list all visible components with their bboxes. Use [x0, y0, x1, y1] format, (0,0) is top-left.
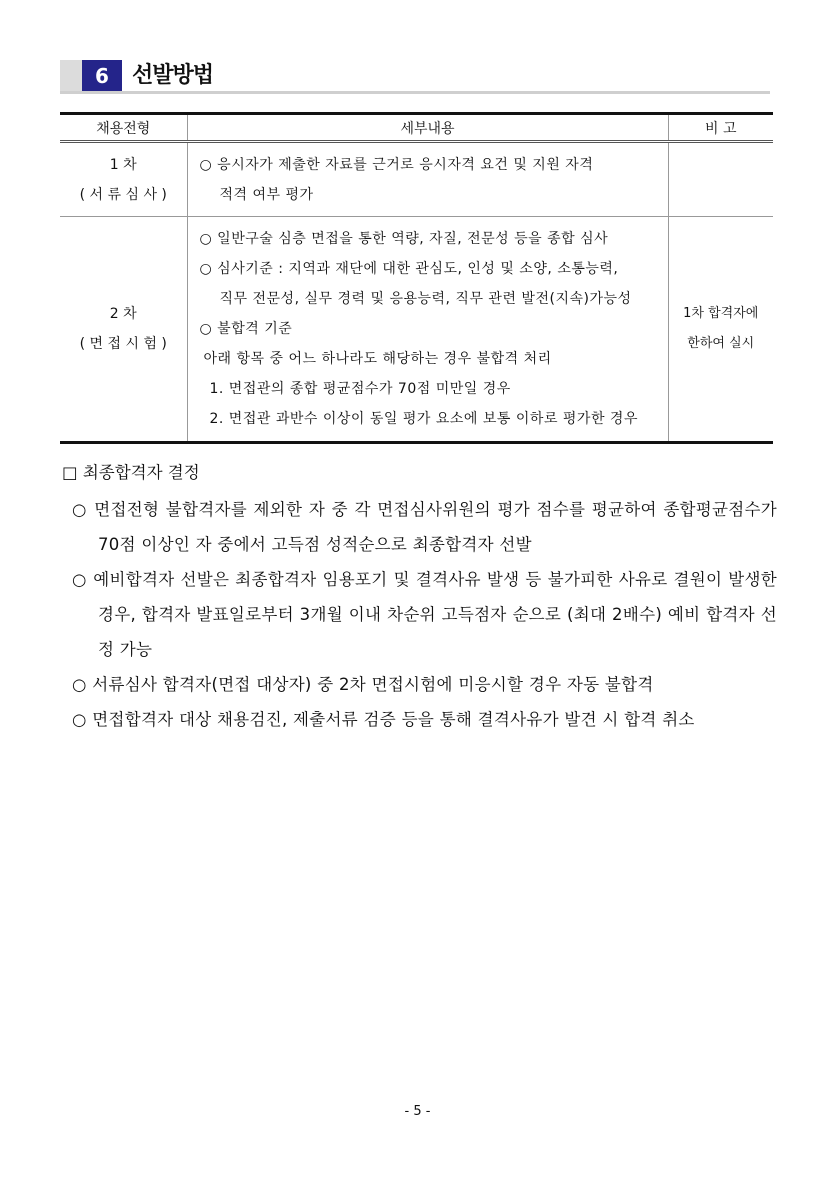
final-bullet: ○ 면접전형 불합격자를 제외한 자 중 각 면접심사위원의 평가 점수를 평균하여 종합평균점수가 70점 이상인 자 중에서 고득점 성적순으로 최종합격자 선발 [72, 500, 777, 554]
note-cell [668, 142, 773, 217]
final-selection-section [62, 455, 777, 737]
header-underline [60, 91, 770, 94]
detail-line: ○ 일반구술 심층 면접을 통한 역량, 자질, 전문성 등을 종합 심사 [199, 231, 609, 247]
header-details: 세부내용 [187, 114, 668, 142]
final-bullet: ○ 서류심사 합격자(면접 대상자) 중 2차 면접시험에 미응시할 경우 자동 불합격 [72, 675, 654, 694]
stage-cell [60, 217, 187, 443]
detail-line: 적격 여부 평가 [219, 186, 314, 203]
final-bullet: ○ 예비합격자 선발은 최종합격자 임용포기 및 결격사유 발생 등 불가피한 사유로 결원이 발생한 경우, 합격자 발표일로부터 3개월 이내 차순위 고득점자 순으로 (최대 2배수) 예비 합격자 선정 가능 [72, 570, 777, 659]
selection-table [60, 112, 773, 444]
stage-sub: ( 서 류 심 사 ) [79, 186, 167, 203]
note-cell [668, 217, 773, 443]
section-number: 6 [82, 60, 122, 92]
header-accent [60, 60, 82, 92]
final-heading: □ 최종합격자 결정 [62, 463, 200, 482]
stage-cell [60, 142, 187, 217]
detail-line: 직무 전문성, 실무 경력 및 응용능력, 직무 관련 발전(지속)가능성 [219, 291, 632, 307]
section-title: 선발방법 [132, 63, 214, 88]
note-line: 한하여 실시 [687, 336, 755, 351]
header-note: 비 고 [668, 114, 773, 142]
final-bullet: ○ 면접합격자 대상 채용검진, 제출서류 검증 등을 통해 결격사유가 발견 시 합격 취소 [72, 710, 695, 729]
section-header [60, 60, 770, 92]
table-header-row [60, 114, 773, 142]
detail-line: 아래 항목 중 어느 하나라도 해당하는 경우 불합격 처리 [203, 351, 552, 367]
table-row [60, 142, 773, 217]
stage-sub: ( 면 접 시 험 ) [79, 336, 167, 352]
detail-line: ○ 응시자가 제출한 자료를 근거로 응시자격 요건 및 지원 자격 [199, 156, 594, 173]
page-number: - 5 - [404, 1104, 431, 1119]
detail-cell [187, 217, 668, 443]
detail-cell [187, 142, 668, 217]
header-stage: 채용전형 [60, 114, 187, 142]
stage-label: 2 차 [109, 306, 137, 322]
note-line: 1차 합격자에 [683, 306, 759, 321]
detail-line: ○ 불합격 기준 [199, 321, 293, 337]
detail-line: 1. 면접관의 종합 평균점수가 70점 미만일 경우 [209, 381, 511, 397]
detail-line: ○ 심사기준 : 지역과 재단에 대한 관심도, 인성 및 소양, 소통능력, [199, 261, 619, 277]
table-row [60, 217, 773, 443]
stage-label: 1 차 [109, 156, 137, 173]
detail-line: 2. 면접관 과반수 이상이 동일 평가 요소에 보통 이하로 평가한 경우 [209, 411, 638, 427]
